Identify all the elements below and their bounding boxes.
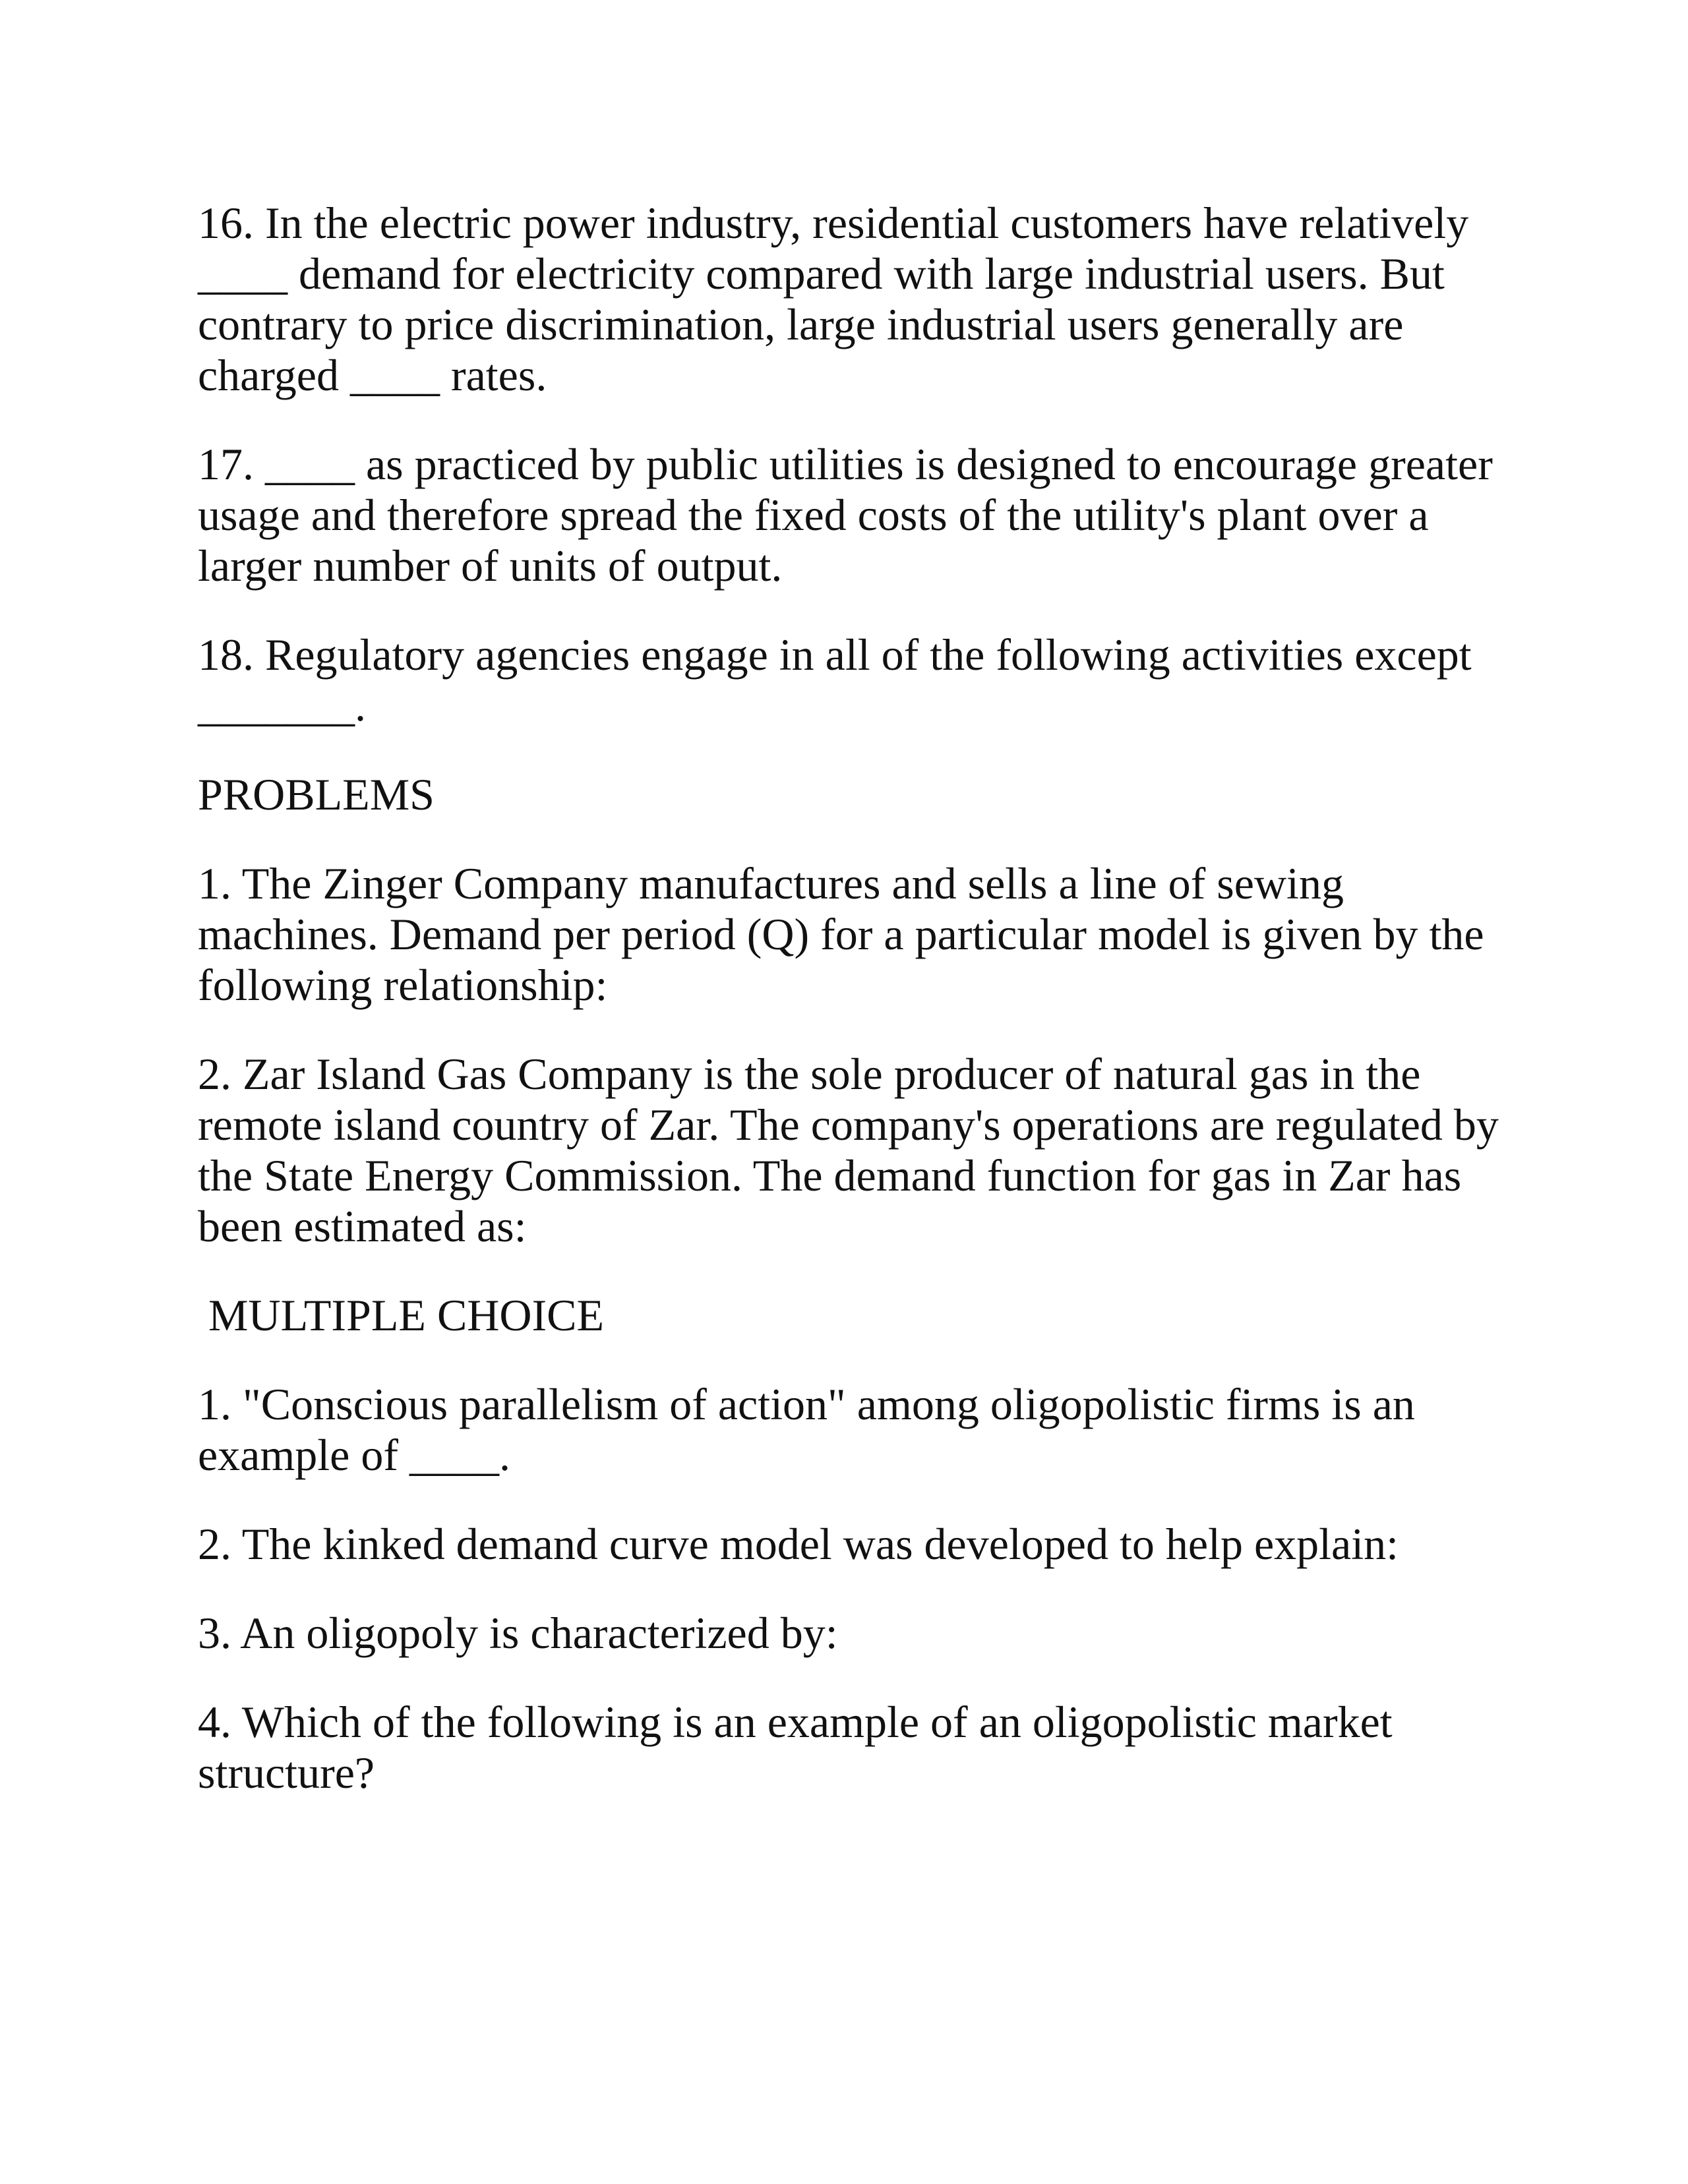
multiple-choice-3: 3. An oligopoly is characterized by:: [198, 1608, 838, 1658]
problem-2: 2. Zar Island Gas Company is the sole producer of natural gas in the remote island country of Zar. The company's operations are regulated by the State Energy Commission. The demand function for gas in Zar has been estimated as:: [198, 1049, 1499, 1251]
question-17: 17. ____ as practiced by public utilities is designed to encourage greater usage and therefore spread the fixed costs of the utility's plant over a larger number of units of output.: [198, 439, 1493, 591]
multiple-choice-1: 1. "Conscious parallelism of action" among oligopolistic firms is an example of ____.: [198, 1379, 1415, 1480]
document-body: [198, 198, 1510, 1837]
section-heading-multiple-choice: MULTIPLE CHOICE: [208, 1290, 605, 1340]
section-heading-problems: PROBLEMS: [198, 769, 435, 819]
problem-1: 1. The Zinger Company manufactures and sells a line of sewing machines. Demand per period (Q) for a particular model is given by the following relationship:: [198, 858, 1484, 1010]
question-18: 18. Regulatory agencies engage in all of the following activities except _______.: [198, 630, 1472, 730]
multiple-choice-2: 2. The kinked demand curve model was developed to help explain:: [198, 1519, 1399, 1569]
multiple-choice-4: 4. Which of the following is an example of an oligopolistic market structure?: [198, 1697, 1393, 1798]
question-16: 16. In the electric power industry, residential customers have relatively ____ demand for electricity compared with large industrial users. But contrary to price discrimination, large industrial users generally are charged ____ rates.: [198, 198, 1469, 400]
